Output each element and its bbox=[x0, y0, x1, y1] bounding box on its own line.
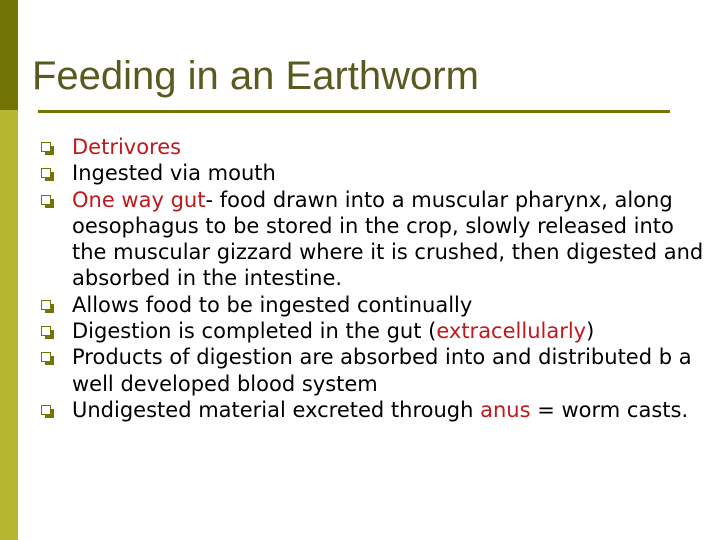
bullet-item bbox=[34, 318, 704, 344]
bullet-highlight: One way gut bbox=[72, 187, 206, 212]
bullet-text: Products of digestion are absorbed into and distributed b a well developed blood system bbox=[72, 345, 692, 396]
square-bullet-icon bbox=[41, 142, 51, 152]
side-accent-bar-top bbox=[0, 0, 18, 110]
square-bullet-icon bbox=[41, 168, 51, 178]
bullet-item bbox=[34, 292, 704, 318]
square-bullet-icon bbox=[41, 352, 51, 362]
square-bullet-icon bbox=[41, 300, 51, 310]
bullet-item bbox=[34, 344, 704, 397]
square-bullet-icon bbox=[41, 195, 51, 205]
bullet-item bbox=[34, 160, 704, 186]
square-bullet-icon bbox=[41, 326, 51, 336]
bullet-item bbox=[34, 187, 704, 292]
bullet-text: Allows food to be ingested continually bbox=[72, 292, 473, 317]
bullet-item bbox=[34, 134, 704, 160]
bullet-text: Digestion is completed in the gut ( bbox=[72, 319, 437, 344]
bullet-text: Undigested material excreted through bbox=[72, 397, 481, 422]
bullet-text: = worm casts. bbox=[530, 397, 689, 422]
bullet-highlight: anus bbox=[480, 397, 531, 422]
title-underline bbox=[38, 110, 670, 113]
bullet-highlight: extracellularly bbox=[436, 319, 587, 344]
bullet-text: Detrivores bbox=[72, 135, 182, 159]
bullet-text: - food drawn into a muscular pharynx, along oesophagus to be stored in the crop, slowly released into the muscular gizzard where it is crushed, then digested and absorbed in the intestine. bbox=[72, 187, 704, 291]
slide-title: Feeding in an Earthworm bbox=[32, 54, 479, 98]
bullet-item bbox=[34, 397, 704, 423]
bullet-text: ) bbox=[586, 319, 595, 344]
bullet-list bbox=[34, 134, 704, 423]
square-bullet-icon bbox=[41, 405, 51, 415]
bullet-text: Ingested via mouth bbox=[72, 161, 276, 186]
